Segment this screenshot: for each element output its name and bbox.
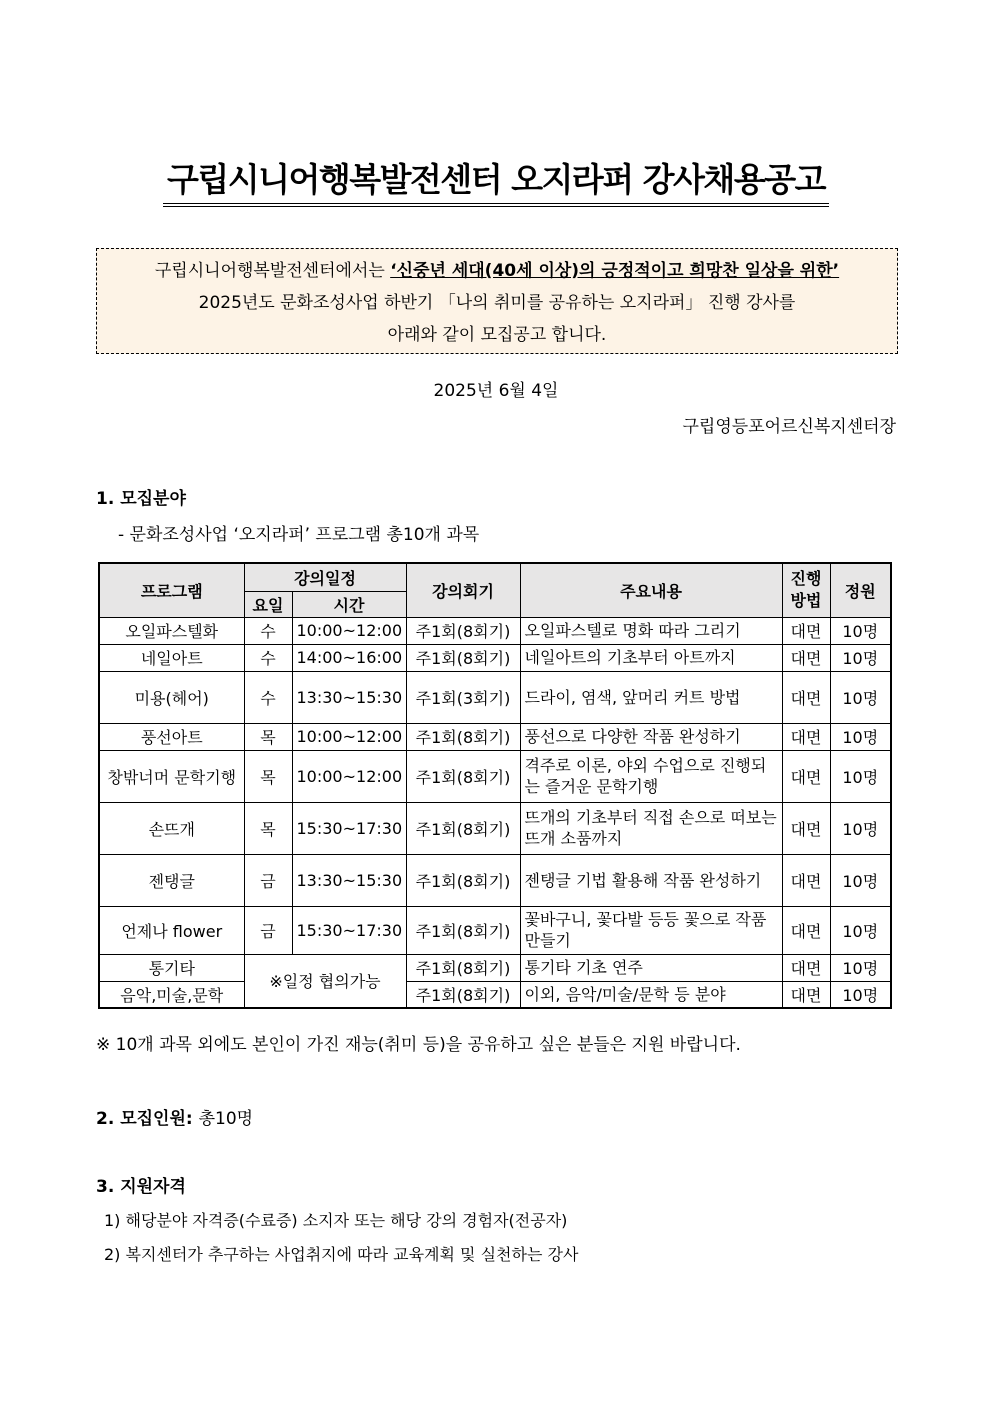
cell-capacity: 10명 xyxy=(830,644,891,671)
cell-sessions: 주1회(8회기) xyxy=(406,802,520,854)
section-1-sub: - 문화조성사업 ‘오지라퍼’ 프로그램 총10개 과목 xyxy=(118,525,480,545)
cell-merged-schedule: ※일정 협의가능 xyxy=(244,954,406,1008)
cell-time: 10:00~12:00 xyxy=(292,617,406,644)
title-block xyxy=(0,160,992,207)
page-title: 구립시니어행복발전센터 오지라퍼 강사채용공고 xyxy=(163,160,829,207)
table-row xyxy=(99,854,891,906)
cell-program: 오일파스텔화 xyxy=(99,617,244,644)
intro-line-2: 2025년도 문화조성사업 하반기 「나의 취미를 공유하는 오지라퍼」 진행 강사를 xyxy=(198,293,796,313)
announcement-date: 2025년 6월 4일 xyxy=(433,381,559,401)
cell-capacity: 10명 xyxy=(830,750,891,802)
cell-time: 15:30~17:30 xyxy=(292,802,406,854)
cell-program: 음악,미술,문학 xyxy=(99,981,244,1008)
header-time: 시간 xyxy=(292,591,406,617)
cell-content: 젠탱글 기법 활용해 작품 완성하기 xyxy=(520,854,782,906)
cell-content: 네일아트의 기초부터 아트까지 xyxy=(520,644,782,671)
cell-day: 수 xyxy=(244,617,292,644)
header-content: 주요내용 xyxy=(520,563,782,617)
cell-content: 격주로 이론, 야외 수업으로 진행되는 즐거운 문학기행 xyxy=(520,750,782,802)
cell-time: 14:00~16:00 xyxy=(292,644,406,671)
cell-method: 대면 xyxy=(782,854,830,906)
cell-day: 목 xyxy=(244,750,292,802)
cell-capacity: 10명 xyxy=(830,671,891,723)
cell-method: 대면 xyxy=(782,906,830,954)
cell-capacity: 10명 xyxy=(830,723,891,750)
section-2-heading xyxy=(96,1104,253,1129)
cell-content: 드라이, 염색, 앞머리 커트 방법 xyxy=(520,671,782,723)
cell-capacity: 10명 xyxy=(830,954,891,981)
section-1-heading: 1. 모집분야 xyxy=(96,489,186,509)
cell-day: 금 xyxy=(244,854,292,906)
table-row xyxy=(99,617,891,644)
qualification-item: 2) 복지센터가 추구하는 사업취지에 따라 교육계획 및 실천하는 강사 xyxy=(104,1245,579,1264)
cell-sessions: 주1회(8회기) xyxy=(406,854,520,906)
cell-sessions: 주1회(8회기) xyxy=(406,954,520,981)
cell-method: 대면 xyxy=(782,644,830,671)
qualification-item: 1) 해당분야 자격증(수료증) 소지자 또는 해당 강의 경험자(전공자) xyxy=(104,1211,568,1230)
cell-capacity: 10명 xyxy=(830,981,891,1008)
header-program: 프로그램 xyxy=(99,563,244,617)
cell-content: 오일파스텔로 명화 따라 그리기 xyxy=(520,617,782,644)
cell-content: 꽃바구니, 꽃다발 등등 꽃으로 작품 만들기 xyxy=(520,906,782,954)
cell-sessions: 주1회(8회기) xyxy=(406,644,520,671)
cell-capacity: 10명 xyxy=(830,854,891,906)
cell-sessions: 주1회(8회기) xyxy=(406,750,520,802)
intro-line-1 xyxy=(97,255,897,287)
cell-sessions: 주1회(8회기) xyxy=(406,906,520,954)
cell-method: 대면 xyxy=(782,617,830,644)
cell-program: 창밖너머 문학기행 xyxy=(99,750,244,802)
cell-method: 대면 xyxy=(782,750,830,802)
header-schedule: 강의일정 xyxy=(244,563,406,591)
intro-line-3: 아래와 같이 모집공고 합니다. xyxy=(387,325,607,345)
cell-method: 대면 xyxy=(782,981,830,1008)
cell-time: 10:00~12:00 xyxy=(292,723,406,750)
cell-program: 풍선아트 xyxy=(99,723,244,750)
table-row xyxy=(99,802,891,854)
cell-program: 미용(헤어) xyxy=(99,671,244,723)
table-row xyxy=(99,954,891,981)
intro-line-1-text: 구립시니어행복발전센터에서는 xyxy=(154,261,391,281)
cell-capacity: 10명 xyxy=(830,906,891,954)
section-2-label: 2. 모집인원: xyxy=(96,1109,199,1129)
cell-program: 언제나 flower xyxy=(99,906,244,954)
header-day: 요일 xyxy=(244,591,292,617)
program-table xyxy=(98,562,892,1009)
cell-content: 풍선으로 다양한 작품 완성하기 xyxy=(520,723,782,750)
cell-method: 대면 xyxy=(782,671,830,723)
cell-content: 뜨개의 기초부터 직접 손으로 떠보는 뜨개 소품까지 xyxy=(520,802,782,854)
intro-box xyxy=(96,248,898,354)
cell-time: 13:30~15:30 xyxy=(292,854,406,906)
table-row xyxy=(99,981,891,1008)
cell-capacity: 10명 xyxy=(830,802,891,854)
cell-content: 통기타 기초 연주 xyxy=(520,954,782,981)
cell-time: 10:00~12:00 xyxy=(292,750,406,802)
header-capacity: 정원 xyxy=(830,563,891,617)
cell-program: 젠탱글 xyxy=(99,854,244,906)
cell-day: 목 xyxy=(244,802,292,854)
cell-day: 수 xyxy=(244,671,292,723)
table-row xyxy=(99,644,891,671)
table-row xyxy=(99,750,891,802)
cell-day: 금 xyxy=(244,906,292,954)
cell-day: 수 xyxy=(244,644,292,671)
header-sessions: 강의회기 xyxy=(406,563,520,617)
cell-method: 대면 xyxy=(782,802,830,854)
table-row xyxy=(99,671,891,723)
cell-content: 이외, 음악/미술/문학 등 분야 xyxy=(520,981,782,1008)
table-note: ※ 10개 과목 외에도 본인이 가진 재능(취미 등)을 공유하고 싶은 분들은 지원 바랍니다. xyxy=(96,1035,741,1055)
cell-sessions: 주1회(8회기) xyxy=(406,723,520,750)
intro-highlight: ‘신중년 세대(40세 이상)의 긍정적이고 희망찬 일상을 위한’ xyxy=(390,261,840,281)
table-header-row-1 xyxy=(99,563,891,591)
cell-method: 대면 xyxy=(782,723,830,750)
table-row xyxy=(99,906,891,954)
table-row xyxy=(99,723,891,750)
section-2-value: 총10명 xyxy=(198,1109,254,1129)
cell-sessions: 주1회(8회기) xyxy=(406,617,520,644)
cell-time: 13:30~15:30 xyxy=(292,671,406,723)
cell-time: 15:30~17:30 xyxy=(292,906,406,954)
cell-method: 대면 xyxy=(782,954,830,981)
cell-program: 손뜨개 xyxy=(99,802,244,854)
section-3-heading: 3. 지원자격 xyxy=(96,1177,186,1197)
sender-name: 구립영등포어르신복지센터장 xyxy=(682,417,896,437)
cell-program: 네일아트 xyxy=(99,644,244,671)
cell-program: 통기타 xyxy=(99,954,244,981)
cell-sessions: 주1회(3회기) xyxy=(406,671,520,723)
cell-capacity: 10명 xyxy=(830,617,891,644)
cell-sessions: 주1회(8회기) xyxy=(406,981,520,1008)
cell-day: 목 xyxy=(244,723,292,750)
header-method: 진행 방법 xyxy=(782,563,830,617)
